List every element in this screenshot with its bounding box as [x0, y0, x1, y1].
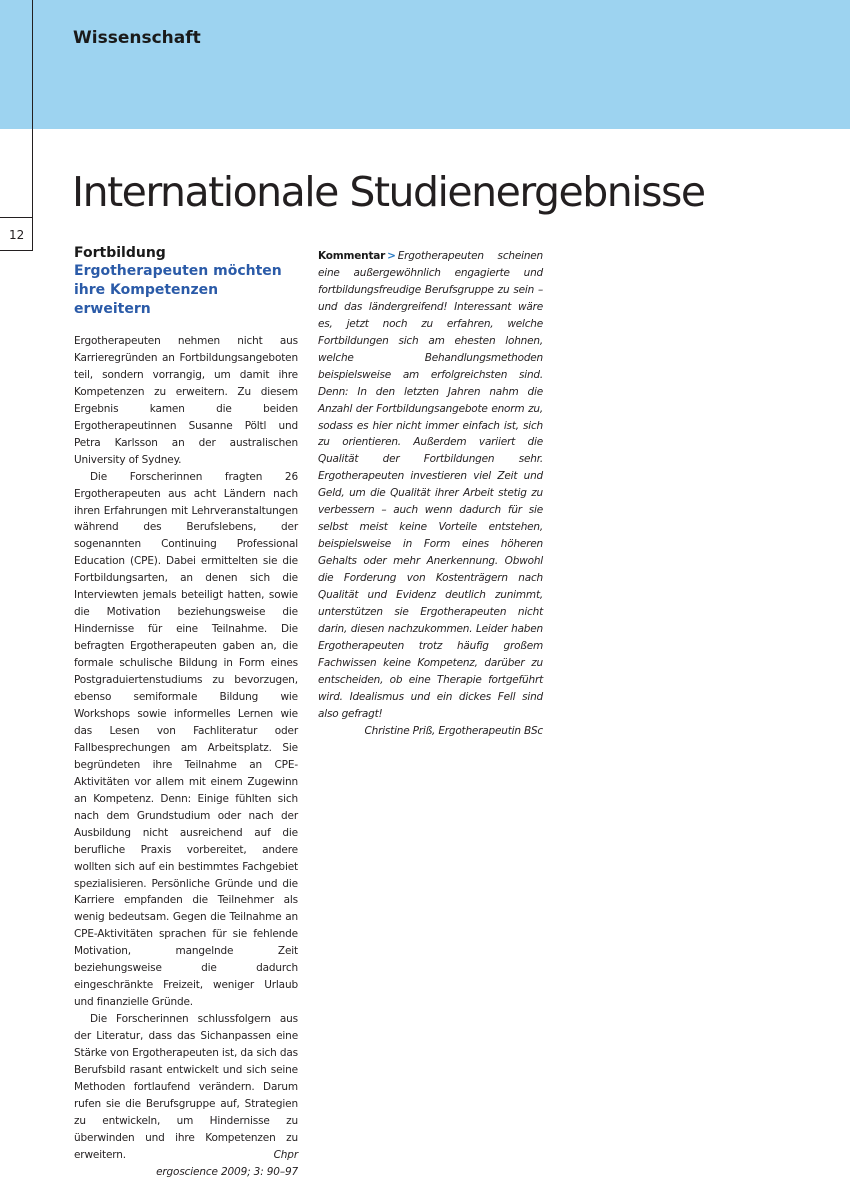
article-paragraph: Ergotherapeuten nehmen nicht aus Karrieregründen an Fortbildungsangeboten teil, sondern vorrangig, um damit ihre Kompetenzen zu erweitern. Zu diesem Ergebnis kamen die beiden Ergotherapeutinnen Susanne Pöltl und Petra Karlsson an der australischen University of Sydney. — [74, 335, 298, 466]
page-title: Internationale Studienergebnisse — [72, 168, 705, 217]
comment-box — [318, 248, 543, 723]
arrow-icon: > — [387, 250, 396, 262]
header-band — [0, 0, 850, 129]
article-column — [74, 245, 298, 1181]
comment-signature: Christine Priß, Ergotherapeutin BSc — [364, 724, 543, 737]
comment-column — [318, 248, 543, 740]
article-paragraph-text: Die Forscherinnen schlussfolgern aus der Literatur, dass das Sichanpassen eine Stärke von Ergotherapeuten ist, da sich das Berufsbild rasant entwickelt und sich seine Methoden fortlaufend verändern. Darum rufen sie die Berufsgruppe auf, Strategien zu entwickeln, um Hindernisse zu überwinden und ihre Kompetenzen zu erweitern. — [74, 1013, 298, 1161]
article-source: ergoscience 2009; 3: 90–97 — [156, 1165, 298, 1178]
article-headline: Ergotherapeuten möchten ihre Kompetenzen erweitern — [74, 263, 282, 317]
margin-rule-vertical — [32, 0, 33, 251]
comment-label: Kommentar — [318, 250, 386, 262]
comment-text: Ergotherapeuten scheinen eine außergewöhnlich engagierte und fortbildungsfreudige Berufsgruppe zu sein – und das ländergreifend! Interessant wäre es, jetzt noch zu erfahren, welche Fortbildungen sich am ehesten lohnen, welche Behandlungsmethoden beispielsweise am erfolgreichsten sind. Denn: In den letzten Jahren nahm die Anzahl der Fortbildungsangebote enorm zu, sodass es hier nicht immer einfach ist, sich zu orientieren. Außerdem variiert die Qualität der Fortbildungen sehr. Ergotherapeuten investieren viel Zeit und Geld, um die Qualität ihrer Arbeit stetig zu verbessern – auch wenn dadurch für sie selbst meist keine Vorteile entstehen, beispielsweise in Form eines höheren Gehalts oder mehr Anerkennung. Obwohl die Forderung von Kostenträgern nach Qualität und Evidenz deutlich zunimmt, unterstützen sie Ergotherapeuten nicht darin, diesen nachzukommen. Leider haben Ergotherapeuten trotz häufig großem Fachwissen keine Kompetenz, darüber zu entscheiden, ob eine Therapie fortgeführt wird. Idealismus und ein dickes Fell sind also gefragt! — [318, 250, 543, 720]
margin-rule-bottom — [0, 250, 33, 251]
margin-rule-top — [0, 217, 33, 218]
article-body — [74, 333, 298, 1164]
article-kicker: Fortbildung — [74, 245, 166, 261]
article-paragraph: Die Forscherinnen fragten 26 Ergotherapeuten aus acht Ländern nach ihren Erfahrungen mit Lehrveranstaltungen während des Berufslebens, der sogenannten Continuing Professional Education (CPE). Dabei ermittelten sie die Fortbildungsarten, an denen sich die Interviewten jemals beteiligt hatten, sowie die Motivation beziehungsweise die Hindernisse für eine Teilnahme. Die befragten Ergotherapeuten gaben an, die formale schulische Bildung in Form eines Postgraduiertenstudiums zu bevorzugen, ebenso semiformale Bildung wie Workshops sowie informelles Lernen wie das Lesen von Fachliteratur oder Fallbesprechungen am Arbeitsplatz. Sie begründeten ihre Teilnahme an CPE-Aktivitäten vor allem mit einem Zugewinn an Kompetenz. Denn: Einige fühlten sich nach dem Grundstudium oder nach der Ausbildung nicht ausreichend auf die berufliche Praxis vorbereitet, andere wollten sich auf ein bestimmtes Fachgebiet spezialisieren. Persönliche Gründe und die Karriere empfanden die Teilnehmer als wenig bedeutsam. Gegen die Teilnahme an CPE-Aktivitäten sprachen für sie fehlende Motivation, mangelnde Zeit beziehungsweise die dadurch eingeschränkte Freizeit, weniger Urlaub und finanzielle Gründe. — [74, 470, 298, 1009]
author-tag: Chpr — [273, 1148, 298, 1161]
article-paragraph — [74, 1011, 298, 1164]
section-label: Wissenschaft — [73, 28, 201, 48]
page-number: 12 — [9, 228, 25, 242]
